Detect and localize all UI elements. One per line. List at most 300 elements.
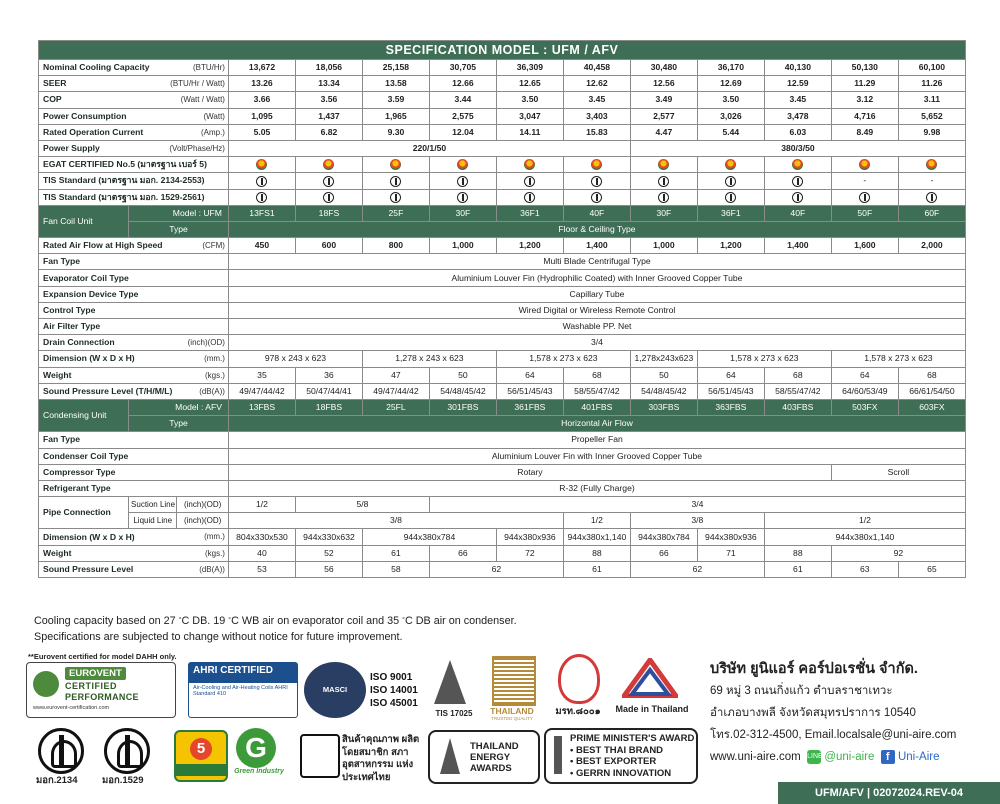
iso-list <box>370 671 418 710</box>
fan-coil-type-row <box>39 221 966 237</box>
fan-coil-model: 40F <box>764 205 831 221</box>
notes <box>34 613 517 645</box>
iso-9001: ISO 9001 <box>370 672 413 683</box>
airflow-cell: 1,400 <box>764 238 831 254</box>
note-cooling-basis: Cooling capacity based on 27 °C DB. 19 °C WB air on evaporator coil and 35 °C DB air on condenser. <box>34 615 517 627</box>
tis17025-label: TIS 17025 <box>435 709 473 718</box>
power-supply-row <box>39 140 966 156</box>
tis-icon <box>591 192 602 203</box>
value-cell: 12.62 <box>563 76 630 92</box>
egat-cell <box>563 157 630 173</box>
ahri-logo <box>188 662 298 718</box>
cu-dimension-value: 944x380x784 <box>630 529 697 545</box>
value-cell: 15.83 <box>563 124 630 140</box>
fan-coil-model: 18FS <box>295 205 362 221</box>
tis-icon <box>591 176 602 187</box>
value-cell: 3.50 <box>496 92 563 108</box>
cu-weight-cell: 72 <box>496 545 563 561</box>
value-cell: 6.03 <box>764 124 831 140</box>
tis-icon <box>859 192 870 203</box>
egat-label: EGAT CERTIFIED No.5 (มาตรฐาน เบอร์ 5) <box>39 157 229 173</box>
value-cell: 3.66 <box>228 92 295 108</box>
cu-dimension-label: Dimension (W x D x H) (mm.) <box>39 529 229 545</box>
tis-cell <box>496 173 563 189</box>
value-cell: 3.49 <box>630 92 697 108</box>
expansion-row <box>39 286 966 302</box>
fc-dimension-value: 1,578 x 273 x 623 <box>496 351 630 367</box>
compressor-label: Compressor Type <box>39 464 229 480</box>
airflow-cell: 1,600 <box>831 238 898 254</box>
filter-row <box>39 319 966 335</box>
pipe-label: Pipe Connection <box>39 497 129 529</box>
pm-award-trophy-icon <box>554 736 562 774</box>
fc-dimension-value: 978 x 243 x 623 <box>228 351 362 367</box>
fc-sound-label: Sound Pressure Level (T/H/M/L) (dB(A)) <box>39 383 229 399</box>
fc-dimension-label: Dimension (W x D x H) (mm.) <box>39 351 229 367</box>
value-cell: 12.65 <box>496 76 563 92</box>
egat-number: 5 <box>190 738 212 760</box>
value-cell: 2,577 <box>630 108 697 124</box>
fc-weight-cell: 68 <box>563 367 630 383</box>
cu-sound-cell: 63 <box>831 561 898 577</box>
tis2-row <box>39 189 966 205</box>
fc-weight-cell: 50 <box>429 367 496 383</box>
thailand-trusted-icon <box>492 656 536 706</box>
tis-cell <box>228 189 295 205</box>
green-industry-icon: G <box>236 728 276 768</box>
liquid-label: Liquid Line <box>129 513 177 529</box>
airflow-cell: 2,000 <box>898 238 965 254</box>
company-contact: โทร.02-312-4500, Email.localsale@uni-aire.com <box>710 729 957 741</box>
evap-label: Evaporator Coil Type <box>39 270 229 286</box>
cu-dimension-value: 944x380x936 <box>496 529 563 545</box>
value-cell: 25,158 <box>362 60 429 76</box>
tis-cell: - <box>831 173 898 189</box>
expansion-value: Capillary Tube <box>228 286 965 302</box>
airflow-cell: 1,200 <box>496 238 563 254</box>
value-cell: 2,575 <box>429 108 496 124</box>
value-cell: 3.44 <box>429 92 496 108</box>
thailand-trusted-label: THAILAND <box>490 706 534 716</box>
evap-value: Aluminium Louver Fin (Hydrophilic Coated) with Inner Grooved Copper Tube <box>228 270 965 286</box>
ahri-sub: Air-Cooling and Air-Heating Coils AHRI Standard 410 <box>193 685 288 697</box>
value-cell: 11.26 <box>898 76 965 92</box>
eurovent-performance-text: PERFORMANCE <box>65 692 139 702</box>
suction-2: 5/8 <box>295 497 429 513</box>
cu-dimension-value: 804x330x530 <box>228 529 295 545</box>
energy-award-trophy-icon <box>440 738 460 774</box>
tis-cell <box>697 189 764 205</box>
cu-sound-cell: 58 <box>362 561 429 577</box>
airflow-cell: 1,400 <box>563 238 630 254</box>
value-cell: 3.50 <box>697 92 764 108</box>
tis-icon <box>323 176 334 187</box>
cu-fan_type-label: Fan Type <box>39 432 229 448</box>
fan_type-row <box>39 254 966 270</box>
condensing-model: 361FBS <box>496 399 563 415</box>
value-cell: 12.04 <box>429 124 496 140</box>
tis-icon <box>792 176 803 187</box>
value-cell: 12.56 <box>630 76 697 92</box>
spec-row <box>39 76 966 92</box>
tis-1529-mark-icon <box>104 728 150 774</box>
mor-label: มรท.๘๐๐๑ <box>555 706 601 717</box>
fc-weight-cell: 64 <box>496 367 563 383</box>
pipe-suction-row <box>39 497 966 513</box>
condensing-group: Condensing Unit <box>39 399 129 431</box>
fc-sound-cell: 49/47/44/42 <box>228 383 295 399</box>
row-label: Power Consumption (Watt) <box>39 108 229 124</box>
fc-dimension-row <box>39 351 966 367</box>
cu-dimension-value: 944x330x632 <box>295 529 362 545</box>
made-in-thailand-icon <box>622 658 678 698</box>
tis17025-icon <box>434 660 466 704</box>
tis-cell <box>697 173 764 189</box>
fc-sound-cell: 64/60/53/49 <box>831 383 898 399</box>
tis-icon <box>390 192 401 203</box>
value-cell: 3.59 <box>362 92 429 108</box>
spec-title: SPECIFICATION MODEL : UFM / AFV <box>39 41 966 60</box>
company-web-row <box>710 746 956 768</box>
egat-icon <box>591 159 602 170</box>
filter-label: Air Filter Type <box>39 319 229 335</box>
cu-weight-row <box>39 545 966 561</box>
fan-coil-model: 13FS1 <box>228 205 295 221</box>
tis-icon <box>926 192 937 203</box>
value-cell: 40,130 <box>764 60 831 76</box>
tis-icon <box>524 192 535 203</box>
fc-dimension-value: 1,578 x 273 x 623 <box>831 351 965 367</box>
value-cell: 3,047 <box>496 108 563 124</box>
cu-weight-cell: 52 <box>295 545 362 561</box>
value-cell: 30,705 <box>429 60 496 76</box>
pipe-liquid-row <box>39 513 966 529</box>
tis-cell <box>362 189 429 205</box>
value-cell: 8.49 <box>831 124 898 140</box>
fan-coil-model: 60F <box>898 205 965 221</box>
egat-icon <box>524 159 535 170</box>
fan-coil-model: 30F <box>630 205 697 221</box>
power-220: 220/1/50 <box>228 140 630 156</box>
condensing-model: 18FBS <box>295 399 362 415</box>
title-row <box>39 41 966 60</box>
value-cell: 3,478 <box>764 108 831 124</box>
compressor-scroll: Scroll <box>831 464 965 480</box>
tis-cell <box>563 173 630 189</box>
value-cell: 6.82 <box>295 124 362 140</box>
value-cell: 36,309 <box>496 60 563 76</box>
egat-icon <box>390 159 401 170</box>
tis-icon <box>457 192 468 203</box>
iso-14001: ISO 14001 <box>370 685 418 696</box>
fc-weight-cell: 68 <box>764 367 831 383</box>
company-address-1: 69 หมู่ 3 ถนนกิ่งแก้ว ตำบลราชาเทวะ <box>710 685 893 697</box>
tis-icon <box>323 192 334 203</box>
cu-sound-cell: 62 <box>630 561 764 577</box>
liquid-2: 1/2 <box>563 513 630 529</box>
egat-icon <box>323 159 334 170</box>
tis-cell <box>898 189 965 205</box>
egat-label-5-logo <box>174 730 228 782</box>
company-line-link[interactable]: @uni-aire <box>824 751 875 763</box>
fc-dimension-value: 1,278 x 243 x 623 <box>362 351 496 367</box>
liquid-1: 3/8 <box>228 513 563 529</box>
fan-coil-model: 36F1 <box>697 205 764 221</box>
tis-cell <box>630 173 697 189</box>
cu-dimension-row <box>39 529 966 545</box>
value-cell: 12.69 <box>697 76 764 92</box>
value-cell: 18,056 <box>295 60 362 76</box>
cu-weight-cell: 88 <box>764 545 831 561</box>
condensing-model: 301FBS <box>429 399 496 415</box>
condensing-model: 303FBS <box>630 399 697 415</box>
fan-coil-group: Fan Coil Unit <box>39 205 129 237</box>
row-label: Nominal Cooling Capacity (BTU/Hr) <box>39 60 229 76</box>
refrigerant-row <box>39 480 966 496</box>
cu-sound-cell: 65 <box>898 561 965 577</box>
condensing-type: Horizontal Air Flow <box>228 416 965 432</box>
suction-1: 1/2 <box>228 497 295 513</box>
control-value: Wired Digital or Wireless Remote Control <box>228 302 965 318</box>
fan-coil-model-label: Model : UFM <box>129 205 229 221</box>
airflow-cell: 800 <box>362 238 429 254</box>
mor-8001-logo <box>548 654 606 720</box>
egat-cell <box>764 157 831 173</box>
thailand-trusted-logo <box>482 656 542 722</box>
tis-cell <box>429 173 496 189</box>
egat-icon <box>725 159 736 170</box>
tis-icon <box>457 176 468 187</box>
tis-cell <box>496 189 563 205</box>
tis-icon <box>390 176 401 187</box>
company-facebook-link[interactable]: Uni-Aire <box>897 751 940 763</box>
fan_type-label: Fan Type <box>39 254 229 270</box>
row-label: SEER (BTU/Hr / Watt) <box>39 76 229 92</box>
prime-ministers-award-logo <box>544 728 698 784</box>
company-website-link[interactable]: www.uni-aire.com <box>710 751 801 763</box>
power-380: 380/3/50 <box>630 140 965 156</box>
cu-sound-cell: 61 <box>764 561 831 577</box>
tis-cell <box>228 173 295 189</box>
drain-value: 3/4 <box>228 335 965 351</box>
fc-weight-cell: 36 <box>295 367 362 383</box>
eurovent-certified-text: CERTIFIED <box>65 681 118 691</box>
expansion-label: Expansion Device Type <box>39 286 229 302</box>
compressor-rotary: Rotary <box>228 464 831 480</box>
spec-row <box>39 60 966 76</box>
condensing-type-row <box>39 416 966 432</box>
tis1-label: TIS Standard (มาตรฐาน มอก. 2134-2553) <box>39 173 229 189</box>
value-cell: 9.98 <box>898 124 965 140</box>
value-cell: 3.45 <box>764 92 831 108</box>
tis-icon <box>256 176 267 187</box>
green-industry-logo <box>228 728 290 780</box>
tis-icon <box>658 176 669 187</box>
cu-weight-cell: 66 <box>630 545 697 561</box>
ahri-title: AHRI CERTIFIED <box>189 663 297 683</box>
cu-weight-cell: 66 <box>429 545 496 561</box>
value-cell: 1,437 <box>295 108 362 124</box>
tis-cell <box>764 189 831 205</box>
tis-cell <box>764 173 831 189</box>
value-cell: 12.59 <box>764 76 831 92</box>
value-cell: 5.05 <box>228 124 295 140</box>
refrigerant-value: R-32 (Fully Charge) <box>228 480 965 496</box>
condensing-model: 603FX <box>898 399 965 415</box>
fc-weight-label: Weight (kgs.) <box>39 367 229 383</box>
footer-doc-code: UFM/AFV | 02072024.REV-04 <box>778 782 1000 804</box>
value-cell: 9.30 <box>362 124 429 140</box>
cu-fan_type-value: Propeller Fan <box>228 432 965 448</box>
drain-label: Drain Connection (inch)(OD) <box>39 335 229 351</box>
egat-stripe <box>176 764 226 776</box>
row-label: COP (Watt / Watt) <box>39 92 229 108</box>
egat-cell <box>697 157 764 173</box>
fc-sound-cell: 56/51/45/43 <box>496 383 563 399</box>
tis-icon <box>792 192 803 203</box>
cu-coil-row <box>39 448 966 464</box>
cu-weight-cell: 88 <box>563 545 630 561</box>
cu-weight-cell: 40 <box>228 545 295 561</box>
power-supply-label: Power Supply (Volt/Phase/Hz) <box>39 140 229 156</box>
suction-label: Suction Line <box>129 497 177 513</box>
fc-dimension-value: 1,278x243x623 <box>630 351 697 367</box>
value-cell: 4,716 <box>831 108 898 124</box>
value-cell: 13.58 <box>362 76 429 92</box>
fc-sound-cell: 54/48/45/42 <box>429 383 496 399</box>
tis-2134-mark-icon <box>38 728 84 774</box>
cu-sound-cell: 53 <box>228 561 295 577</box>
spec-table <box>38 40 966 578</box>
eurovent-url: www.eurovent-certification.com <box>33 705 110 711</box>
value-cell: 14.11 <box>496 124 563 140</box>
thailand-trusted-sub: TRUSTED QUALITY <box>491 716 533 721</box>
condensing-model: 25FL <box>362 399 429 415</box>
tis-icon <box>524 176 535 187</box>
value-cell: 5,652 <box>898 108 965 124</box>
cu-coil-value: Aluminium Louver Fin with Inner Grooved Copper Tube <box>228 448 965 464</box>
tis-2134-label: มอก.2134 <box>36 775 78 786</box>
airflow-row <box>39 238 966 254</box>
control-row <box>39 302 966 318</box>
eurovent-note: **Eurovent certified for model DAHH only. <box>28 652 177 661</box>
value-cell: 3,403 <box>563 108 630 124</box>
airflow-label: Rated Air Flow at High Speed (CFM) <box>39 238 229 254</box>
egat-icon <box>859 159 870 170</box>
pipe-unit: (inch)(OD) <box>177 497 229 513</box>
control-label: Control Type <box>39 302 229 318</box>
green-industry-label: Green Industry <box>234 768 284 775</box>
fan_type-value: Multi Blade Centrifugal Type <box>228 254 965 270</box>
fan-coil-model: 30F <box>429 205 496 221</box>
tis-icon <box>725 176 736 187</box>
value-cell: 13,672 <box>228 60 295 76</box>
cu-sound-row <box>39 561 966 577</box>
value-cell: 36,170 <box>697 60 764 76</box>
note-spec-change: Specifications are subjected to change without notice for future improvement. <box>34 631 403 643</box>
iso-45001: ISO 45001 <box>370 698 418 709</box>
made-in-thailand-logo <box>612 654 690 720</box>
tis1-row <box>39 173 966 189</box>
egat-cell <box>429 157 496 173</box>
tis-cell <box>563 189 630 205</box>
cu-weight-label: Weight (kgs.) <box>39 545 229 561</box>
condensing-model-label: Model : AFV <box>129 399 229 415</box>
egat-icon <box>256 159 267 170</box>
eurovent-check-icon <box>33 671 59 697</box>
value-cell: 3.56 <box>295 92 362 108</box>
compressor-row <box>39 464 966 480</box>
pm-award-text: PRIME MINISTER'S AWARD • BEST THAI BRAND • BEST EXPORTER • GERRN INNOVATION <box>570 733 695 779</box>
fan-coil-model: 40F <box>563 205 630 221</box>
fc-sound-cell: 58/55/47/42 <box>764 383 831 399</box>
egat-cell <box>228 157 295 173</box>
cu-weight-cell: 71 <box>697 545 764 561</box>
tis-cell: - <box>898 173 965 189</box>
fti-text: สินค้าคุณภาพ ผลิตโดยสมาชิก สภาอุตสาหกรรม แห่งประเทศไทย <box>342 734 420 783</box>
value-cell: 5.44 <box>697 124 764 140</box>
fc-sound-cell: 50/47/44/41 <box>295 383 362 399</box>
tis-icon <box>725 192 736 203</box>
egat-cell <box>496 157 563 173</box>
tis-cell <box>831 189 898 205</box>
fc-weight-cell: 47 <box>362 367 429 383</box>
eurovent-text: EUROVENT <box>65 667 126 680</box>
tis2-label: TIS Standard (มาตรฐาน มอก. 1529-2561) <box>39 189 229 205</box>
drain-row <box>39 335 966 351</box>
egat-cell <box>898 157 965 173</box>
fan-coil-model: 36F1 <box>496 205 563 221</box>
cu-sound-cell: 62 <box>429 561 563 577</box>
tis-1529-label: มอก.1529 <box>102 775 144 786</box>
fc-sound-cell: 58/55/47/42 <box>563 383 630 399</box>
egat-row <box>39 157 966 173</box>
pipe-unit: (inch)(OD) <box>177 513 229 529</box>
filter-value: Washable PP. Net <box>228 319 965 335</box>
condensing-model: 363FBS <box>697 399 764 415</box>
fc-weight-cell: 64 <box>697 367 764 383</box>
fan-coil-model-row <box>39 205 966 221</box>
fc-sound-cell: 56/51/45/43 <box>697 383 764 399</box>
condensing-model: 403FBS <box>764 399 831 415</box>
tis-cell <box>630 189 697 205</box>
cu-dimension-value: 944x380x1,140 <box>563 529 630 545</box>
facebook-icon: f <box>881 750 895 764</box>
row-label: Rated Operation Current (Amp.) <box>39 124 229 140</box>
fan-coil-type-label: Type <box>129 221 229 237</box>
fc-weight-cell: 50 <box>630 367 697 383</box>
cu-coil-label: Condenser Coil Type <box>39 448 229 464</box>
cu-dimension-value: 944x380x1,140 <box>764 529 965 545</box>
made-in-thailand-label: Made in Thailand <box>615 704 689 714</box>
egat-cell <box>362 157 429 173</box>
spec-row <box>39 108 966 124</box>
value-cell: 60,100 <box>898 60 965 76</box>
airflow-cell: 1,000 <box>630 238 697 254</box>
fc-weight-cell: 35 <box>228 367 295 383</box>
masci-logo: MASCI <box>304 662 366 718</box>
egat-icon <box>457 159 468 170</box>
value-cell: 13.26 <box>228 76 295 92</box>
fc-sound-cell: 49/47/44/42 <box>362 383 429 399</box>
fc-sound-row <box>39 383 966 399</box>
fti-icon <box>300 734 340 778</box>
value-cell: 13.34 <box>295 76 362 92</box>
value-cell: 4.47 <box>630 124 697 140</box>
liquid-3: 3/8 <box>630 513 764 529</box>
value-cell: 3.45 <box>563 92 630 108</box>
value-cell: 3,026 <box>697 108 764 124</box>
